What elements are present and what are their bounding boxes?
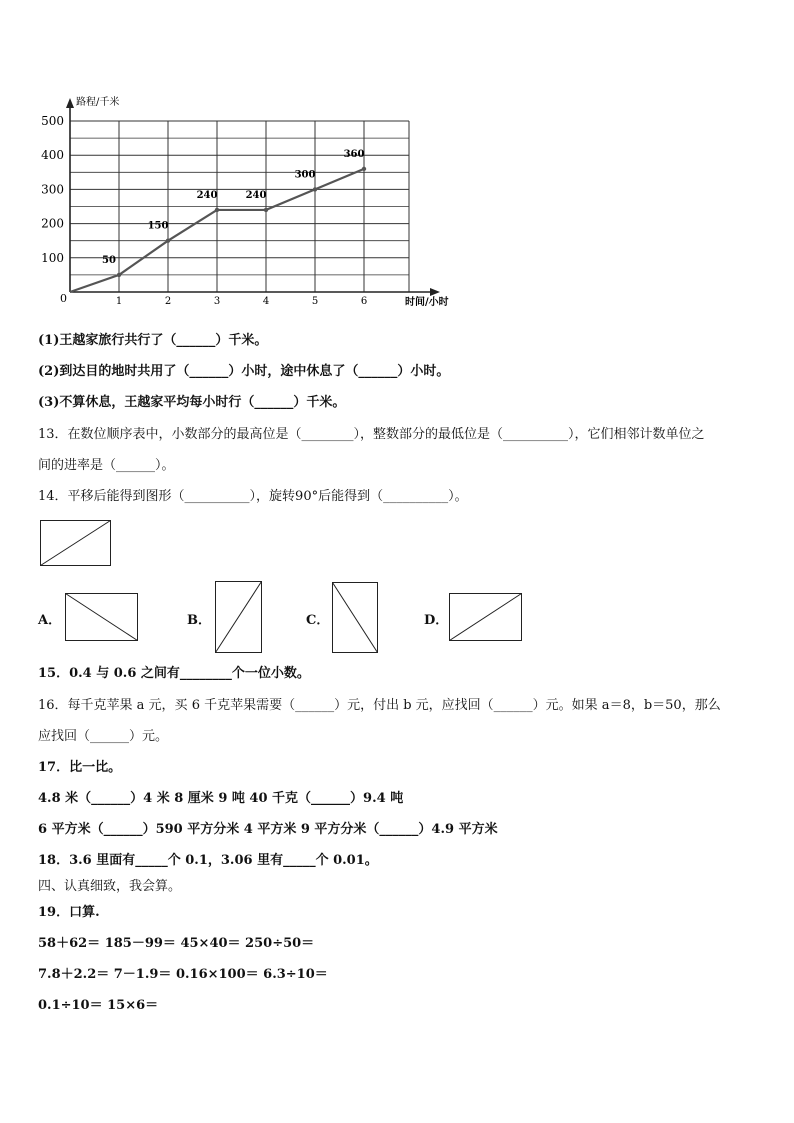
q17-line1: 4.8 米（______）4 米 8 厘米 9 吨 40 千克（______）9.4 吨 <box>38 791 404 806</box>
x-tick-label: 3 <box>213 296 221 307</box>
q17-title: 17．比一比。 <box>38 760 122 775</box>
q19-line3: 0.1÷10＝ 15×6＝ <box>38 998 159 1013</box>
x-tick-label: 1 <box>115 296 123 307</box>
option-d-label: D． <box>424 613 449 628</box>
y-axis-label: 路程/千米 <box>76 97 120 108</box>
chart-grid <box>70 121 409 292</box>
x-axis-arrow <box>430 288 440 296</box>
option-c-label: C． <box>306 613 330 628</box>
data-point <box>313 187 317 191</box>
q19-title: 19．口算. <box>38 905 100 920</box>
q14-original-figure <box>40 520 111 566</box>
x-axis-label: 时间/小时 <box>405 297 449 308</box>
data-point <box>117 273 121 277</box>
option-d-figure[interactable] <box>449 593 522 641</box>
q12-part1: (1)王越家旅行共行了（______）千米。 <box>38 333 268 348</box>
q19-line1: 58＋62＝ 185－99＝ 45×40＝ 250÷50＝ <box>38 936 315 951</box>
q12-part2: (2)到达目的地时共用了（______）小时，途中休息了（______）小时。 <box>38 364 450 379</box>
option-b-label: B． <box>187 613 211 628</box>
origin-label: 0 <box>60 292 67 305</box>
option-a-figure[interactable] <box>65 593 138 641</box>
data-point <box>166 239 170 243</box>
x-tick-label: 5 <box>311 296 319 307</box>
y-tick-labels <box>41 114 64 265</box>
data-label: 240 <box>196 189 218 201</box>
data-point <box>362 167 366 171</box>
data-label: 240 <box>245 189 267 201</box>
x-tick-label: 2 <box>164 296 172 307</box>
q17-line2: 6 平方米（______）590 平方分米 4 平方米 9 平方分米（______）4.9 平方米 <box>38 822 498 837</box>
q15-text: 15．0.4 与 0.6 之间有________个一位小数。 <box>38 666 310 681</box>
option-a-label: A． <box>38 613 62 628</box>
x-tick-label: 6 <box>360 296 368 307</box>
section-4-heading: 四、认真细致，我会算。 <box>38 879 182 894</box>
q13-line2: 间的进率是（______）。 <box>38 458 175 473</box>
y-tick-label: 300 <box>41 182 64 197</box>
q18-text: 18．3.6 里面有_____个 0.1，3.06 里有_____个 0.01。 <box>38 853 378 868</box>
data-labels <box>102 149 364 266</box>
q14-text: 14．平移后能得到图形（__________），旋转90°后能得到（__________）。 <box>38 489 468 504</box>
data-label: 300 <box>294 169 316 181</box>
data-label: 360 <box>343 148 365 160</box>
y-axis-arrow <box>66 98 74 108</box>
x-tick-label: 4 <box>262 296 270 307</box>
option-c-figure[interactable] <box>332 582 378 653</box>
option-b-figure[interactable] <box>215 581 262 653</box>
q13-line1: 13．在数位顺序表中，小数部分的最高位是（________），整数部分的最低位是（__________），它们相邻计数单位之 <box>38 427 705 442</box>
q16-line1: 16．每千克苹果 a 元，买 6 千克苹果需要（______）元，付出 b 元，应找回（______）元。如果 a＝8，b＝50，那么 <box>38 698 721 713</box>
distance-time-chart <box>0 0 794 320</box>
x-tick-labels <box>116 296 367 307</box>
q12-part3: (3)不算休息，王越家平均每小时行（______）千米。 <box>38 395 346 410</box>
y-tick-label: 200 <box>41 216 64 231</box>
q16-line2: 应找回（______）元。 <box>38 729 169 744</box>
data-label: 50 <box>102 254 116 266</box>
data-point <box>264 208 268 212</box>
data-label: 150 <box>147 220 169 232</box>
y-tick-label: 100 <box>41 250 64 265</box>
q19-line2: 7.8＋2.2＝ 7－1.9＝ 0.16×100＝ 6.3÷10＝ <box>38 967 328 982</box>
data-point <box>215 208 219 212</box>
y-tick-label: 400 <box>41 148 64 163</box>
y-tick-label: 500 <box>41 114 64 128</box>
